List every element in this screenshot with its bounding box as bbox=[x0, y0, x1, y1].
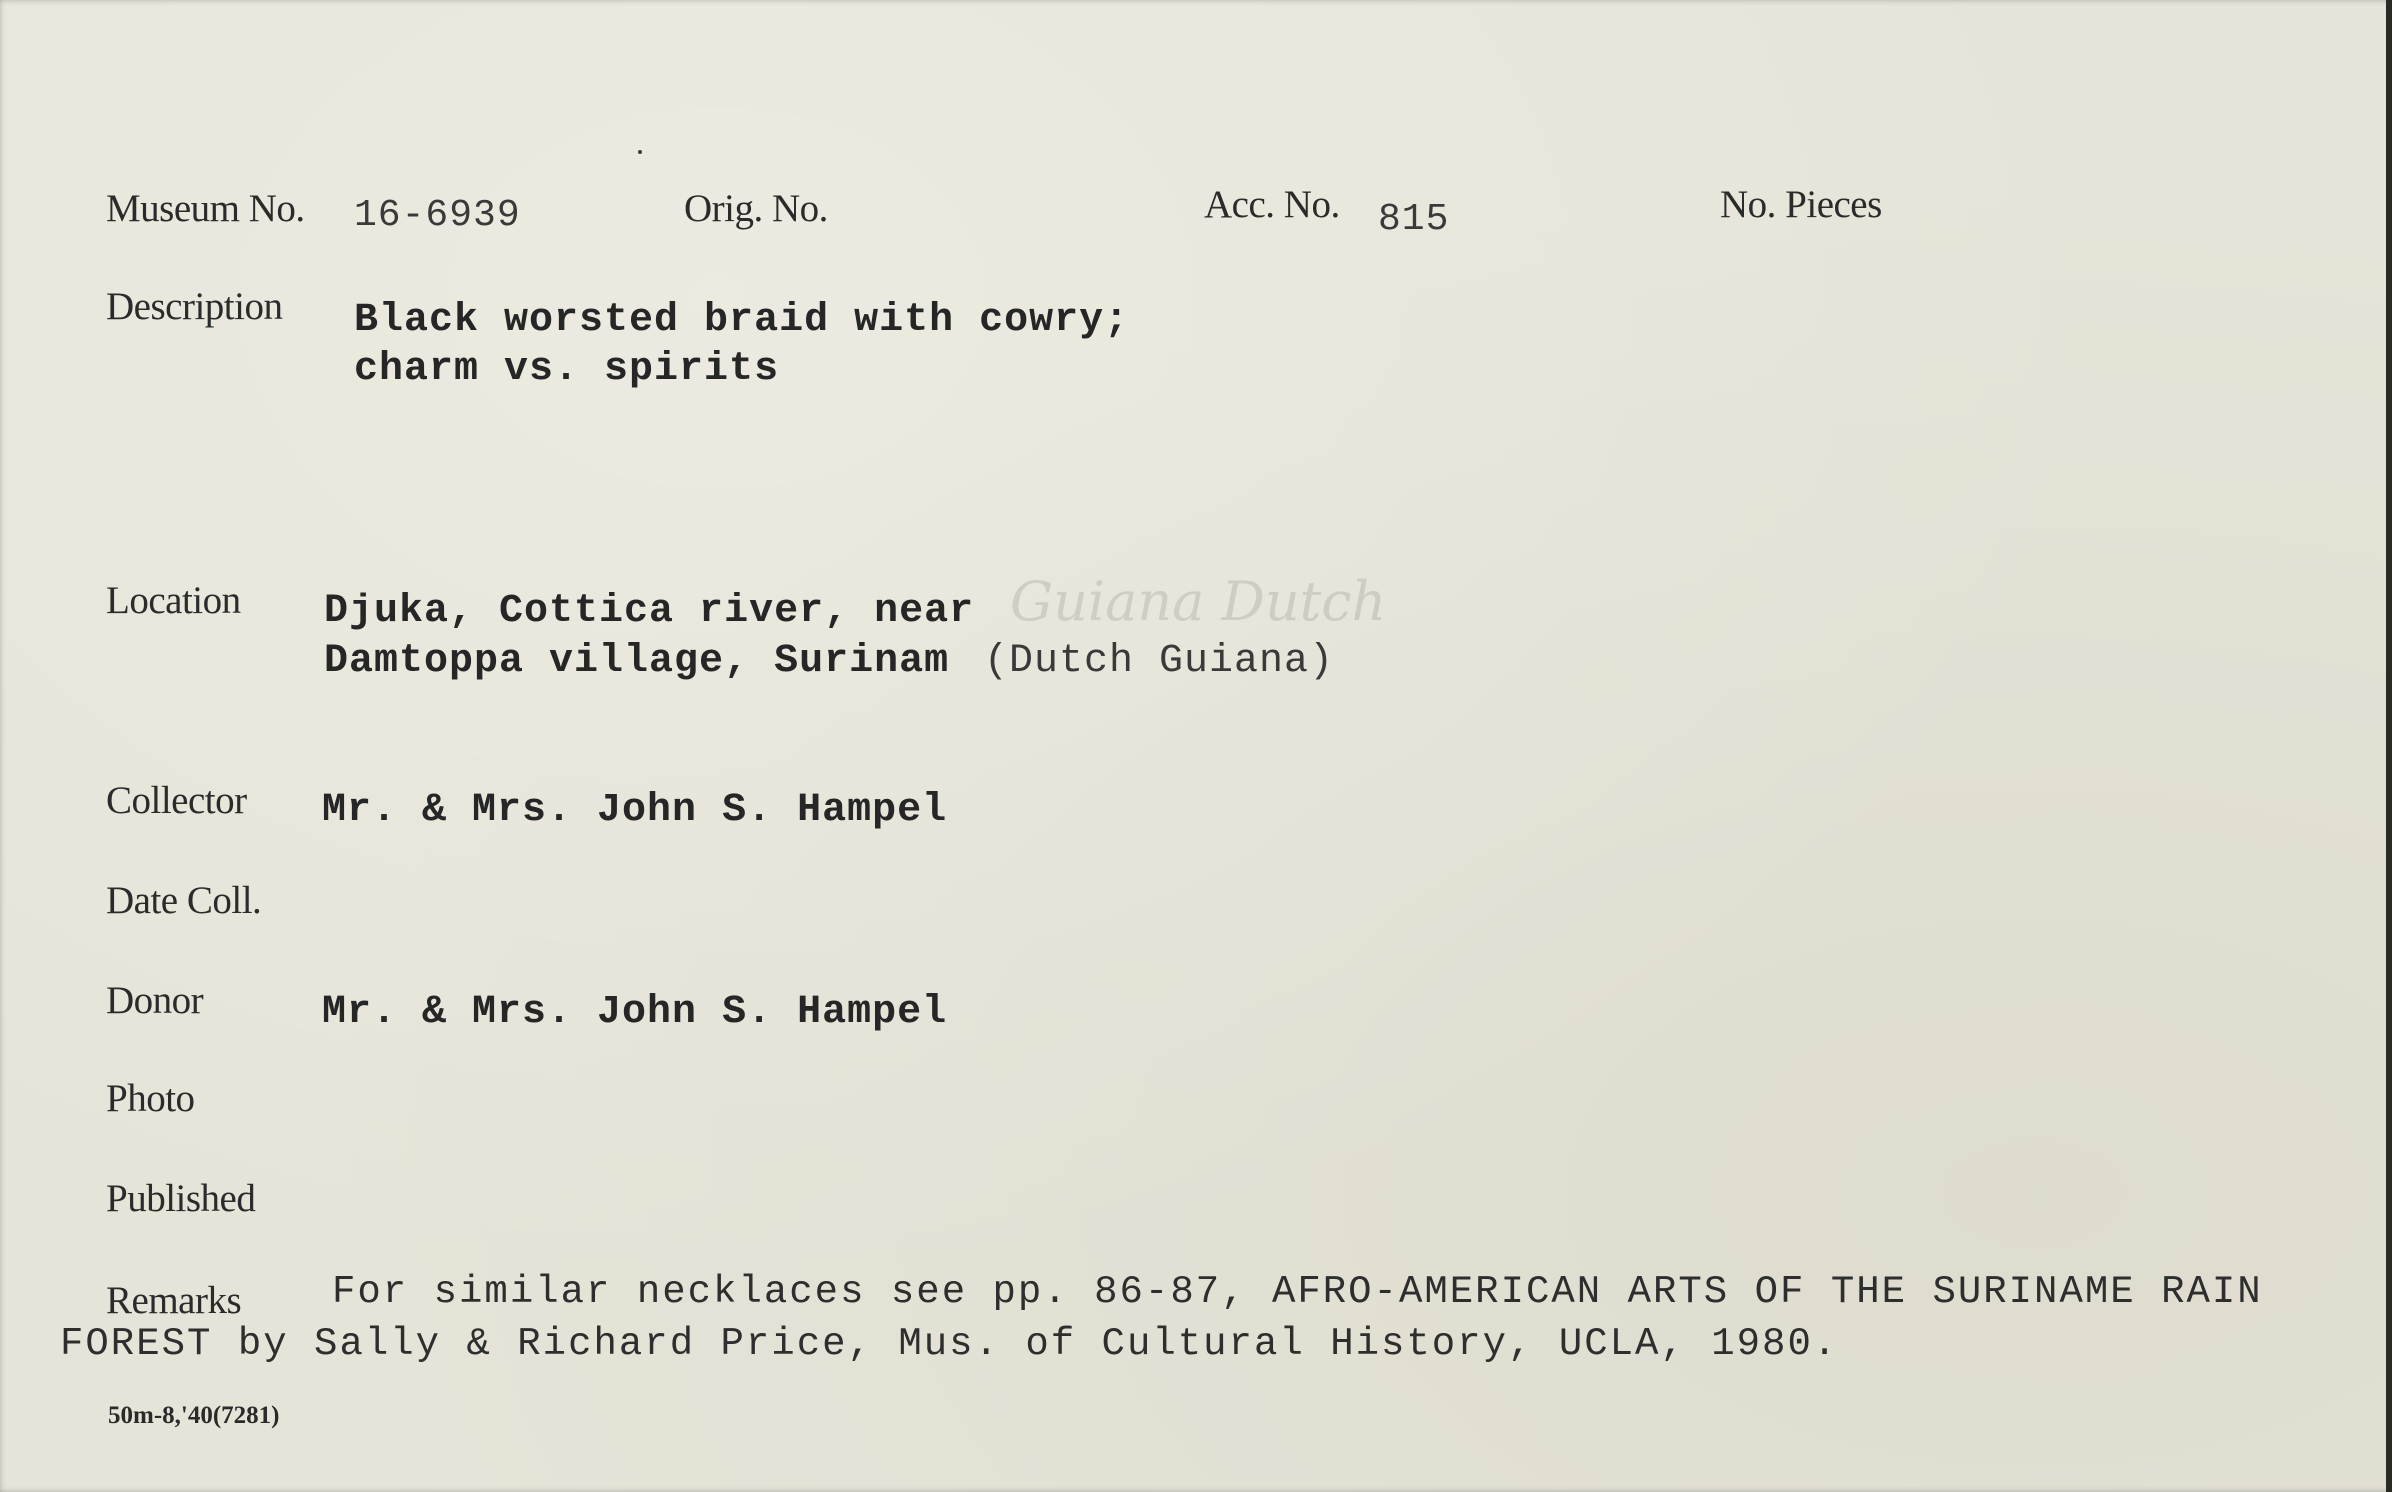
remarks-line-1: For similar necklaces see pp. 86-87, AFRO-AMERICAN ARTS OF THE SURINAME RAIN bbox=[332, 1270, 2263, 1314]
donor-value: Mr. & Mrs. John S. Hampel bbox=[322, 990, 948, 1035]
donor-label: Donor bbox=[106, 979, 204, 1022]
collector-value: Mr. & Mrs. John S. Hampel bbox=[322, 788, 948, 833]
photo-label: Photo bbox=[106, 1077, 195, 1120]
remarks-label: Remarks bbox=[106, 1279, 242, 1322]
location-label: Location bbox=[106, 579, 241, 622]
acc-no-value: 815 bbox=[1378, 198, 1450, 241]
footer-print-code: 50m-8,'40(7281) bbox=[108, 1402, 280, 1429]
orig-no-label: Orig. No. bbox=[684, 187, 828, 230]
date-coll-label: Date Coll. bbox=[106, 879, 262, 922]
pencil-annotation: Guiana Dutch bbox=[1010, 570, 1387, 633]
museum-no-label: Museum No. bbox=[106, 187, 305, 230]
location-line-1: Djuka, Cottica river, near bbox=[324, 589, 975, 634]
description-line-2: charm vs. spirits bbox=[354, 347, 780, 392]
published-label: Published bbox=[106, 1177, 256, 1220]
card-edge bbox=[2386, 0, 2392, 1492]
no-pieces-label: No. Pieces bbox=[1720, 183, 1882, 226]
description-label: Description bbox=[106, 285, 283, 328]
acc-no-label: Acc. No. bbox=[1204, 183, 1340, 226]
remarks-line-2: FOREST by Sally & Richard Price, Mus. of Cultural History, UCLA, 1980. bbox=[60, 1322, 1839, 1366]
location-line-2: Damtoppa village, Surinam bbox=[324, 639, 950, 684]
ink-speck bbox=[638, 150, 642, 154]
description-line-1: Black worsted braid with cowry; bbox=[354, 298, 1130, 343]
location-note: (Dutch Guiana) bbox=[984, 639, 1335, 684]
museum-no-value: 16-6939 bbox=[354, 194, 521, 237]
collector-label: Collector bbox=[106, 779, 247, 822]
